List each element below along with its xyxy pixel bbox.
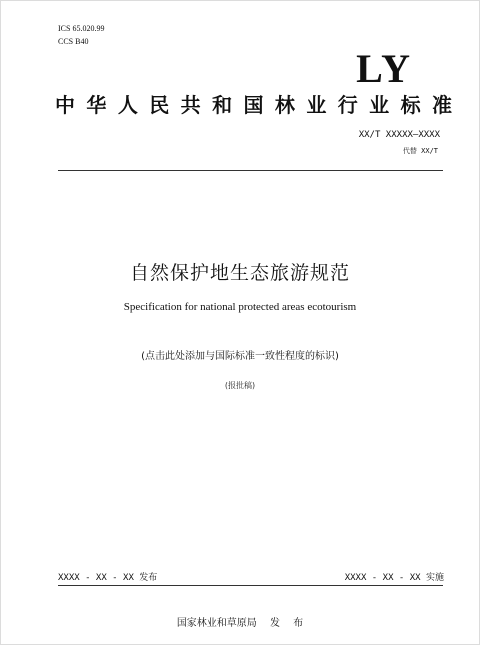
draft-status: (报批稿) <box>224 381 256 390</box>
implement-date: XXXX - XX - XX 实施 <box>344 573 444 583</box>
consistency-note: (点击此处添加与国际标准一致性程度的标识) <box>141 351 339 362</box>
standard-category-title: 中 华 人 民 共 和 国 林 业 行 业 标 准 <box>55 93 452 117</box>
bottom-divider <box>58 585 443 586</box>
classification-codes <box>58 22 104 48</box>
document-title-cn: 自然保护地生态旅游规范 <box>129 262 350 284</box>
publish-date: XXXX - XX - XX 发布 <box>58 573 158 583</box>
standard-code: XX/T XXXXX—XXXX <box>358 130 440 140</box>
ccs-code: CCS B40 <box>58 37 89 46</box>
ly-logo: LY <box>356 46 412 91</box>
top-divider <box>58 170 443 171</box>
document-title-en: Specification for national protected areas ecotourism <box>123 301 357 313</box>
ics-code: ICS 65.020.99 <box>58 24 105 33</box>
issuer: 国家林业和草原局 发 布 <box>176 618 304 629</box>
replaces-label: 代替 XX/T <box>402 147 438 155</box>
